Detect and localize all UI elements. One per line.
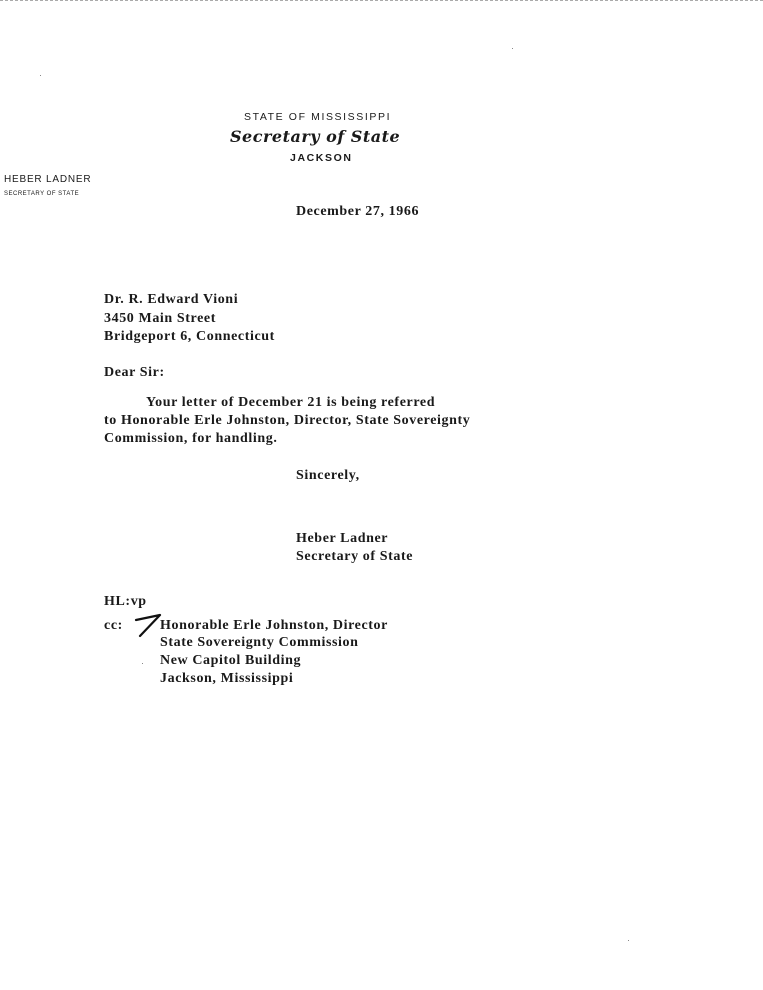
initials: HL:vp xyxy=(104,594,147,609)
recipient-line: Bridgeport 6, Connecticut xyxy=(104,329,275,344)
cc-line: Honorable Erle Johnston, Director xyxy=(160,618,388,633)
scan-speck xyxy=(142,663,143,664)
cc-line: Jackson, Mississippi xyxy=(160,671,294,686)
scan-edge xyxy=(0,0,763,4)
salutation: Dear Sir: xyxy=(104,365,165,380)
scan-speck xyxy=(40,75,41,76)
cc-line: State Sovereignty Commission xyxy=(160,635,359,650)
official-title: SECRETARY OF STATE xyxy=(4,191,80,197)
body-line: Commission, for handling. xyxy=(104,431,278,446)
cc-line: New Capitol Building xyxy=(160,653,302,668)
closing: Sincerely, xyxy=(296,468,360,483)
letterhead-office: Secretary of State xyxy=(230,127,401,146)
letterhead-city: JACKSON xyxy=(290,152,353,164)
scan-speck xyxy=(628,940,629,941)
official-name: HEBER LADNER xyxy=(4,174,92,185)
letterhead-state: STATE OF MISSISSIPPI xyxy=(244,111,392,123)
body-line: to Honorable Erle Johnston, Director, State Sovereignty xyxy=(104,413,471,428)
recipient-line: Dr. R. Edward Vioni xyxy=(104,292,239,307)
signature-name: Heber Ladner xyxy=(296,531,389,546)
signature-title: Secretary of State xyxy=(296,549,414,564)
scan-speck xyxy=(512,48,513,49)
cc-label: cc: xyxy=(104,618,123,633)
recipient-line: 3450 Main Street xyxy=(104,311,216,326)
letter-date: December 27, 1966 xyxy=(296,204,420,219)
body-line: Your letter of December 21 is being referred xyxy=(146,395,436,410)
